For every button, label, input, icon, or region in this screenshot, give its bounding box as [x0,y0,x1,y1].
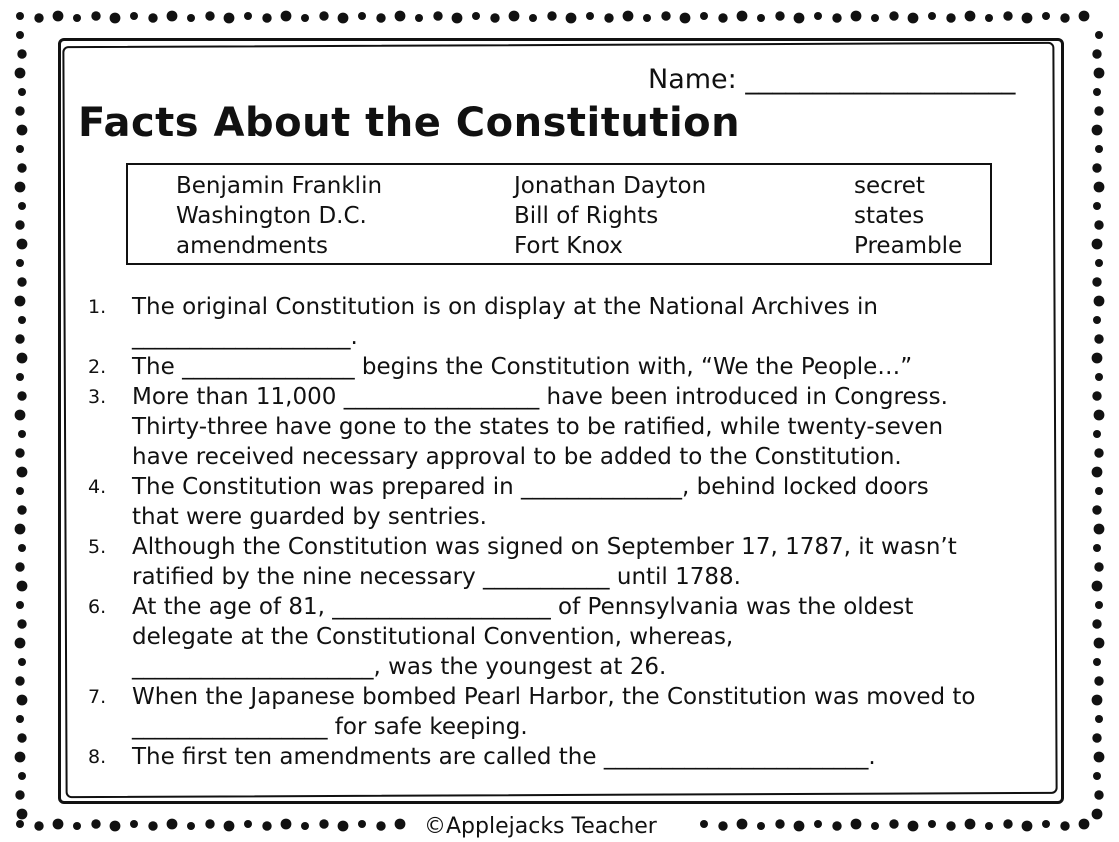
border-dot [73,822,81,830]
word-bank-item: Preamble [854,233,963,259]
border-dot [18,316,26,324]
border-dot [73,14,81,22]
border-dot [433,11,442,20]
question-line[interactable]: ratified by the nine necessary ___________ until 1788. [132,564,741,590]
border-dot [908,13,919,24]
border-dot [586,12,594,20]
border-dot [928,12,936,20]
border-dot [34,13,43,22]
border-dot [187,822,195,830]
border-dot [17,581,28,592]
border-dot [851,11,862,22]
question-item [88,292,1048,352]
border-dot [358,820,366,828]
border-dot [17,239,28,250]
word-bank-item: Fort Knox [514,233,623,259]
border-dot [18,658,26,666]
border-dot [1094,410,1105,421]
border-dot [1092,695,1103,706]
border-dot [718,13,727,22]
border-dot [281,819,292,830]
border-dot [17,695,28,706]
border-dot [643,14,651,22]
border-dot [985,822,993,830]
border-dot [1094,182,1105,193]
border-dot [395,819,406,830]
border-dot [1022,13,1033,24]
border-dot [415,14,423,22]
border-dot [509,11,520,22]
border-dot [15,752,26,763]
border-dot [1092,619,1101,628]
border-dot [16,259,24,267]
border-dot [110,13,121,24]
border-dot [566,13,577,24]
border-dot [34,821,43,830]
border-dot [53,11,64,22]
question-line[interactable]: At the age of 81, ___________________ of Pennsylvania was the oldest [132,594,914,620]
border-dot [15,220,24,229]
border-dot [1092,505,1101,514]
border-dot [17,125,28,136]
question-item [88,742,1048,772]
border-dot [1093,430,1101,438]
border-dot [623,11,634,22]
border-dot [338,13,349,24]
border-dot [889,819,898,828]
border-dot [301,14,309,22]
border-dot [53,819,64,830]
border-dot [1042,12,1050,20]
word-bank-column [176,171,382,261]
border-dot [1093,772,1101,780]
border-dot [1003,11,1012,20]
question-line: that were guarded by sentries. [132,504,487,530]
border-dot [1095,601,1103,609]
border-dot [15,448,24,457]
border-dot [15,676,24,685]
question-line[interactable]: ___________________. [132,324,358,350]
border-dot [946,821,955,830]
border-dot [1079,819,1090,830]
border-dot [757,14,765,22]
border-dot [1092,239,1103,250]
border-dot [1095,259,1103,267]
border-dot [472,12,480,20]
word-bank [126,163,992,265]
border-dot [1093,316,1101,324]
border-dot [15,410,26,421]
border-dot [18,202,26,210]
border-dot [15,638,26,649]
border-dot [16,31,24,39]
border-dot [1092,809,1103,820]
border-dot [244,12,252,20]
border-dot [1095,145,1103,153]
word-bank-item: secret [854,173,925,199]
border-dot [718,821,727,830]
border-dot [871,822,879,830]
border-dot [1093,88,1101,96]
border-dot [395,11,406,22]
border-dot [1079,11,1090,22]
border-dot [17,809,28,820]
border-dot [16,715,24,723]
border-dot [700,12,708,20]
border-dot [1094,524,1105,535]
question-number: 1. [88,296,107,318]
border-dot [1022,821,1033,832]
border-dot [376,821,385,830]
question-number: 8. [88,746,107,768]
word-bank-column [514,171,706,261]
border-dot [16,487,24,495]
question-number: 4. [88,476,107,498]
border-dot [187,14,195,22]
border-dot [15,182,26,193]
border-dot [17,619,26,628]
word-bank-item: Benjamin Franklin [176,173,383,199]
border-dot [15,334,24,343]
border-dot [18,88,26,96]
border-dot [262,13,271,22]
border-dot [17,467,28,478]
border-dot [928,820,936,828]
question-line[interactable]: More than 11,000 _________________ have been introduced in Congress. [132,384,948,410]
border-dot [1092,581,1103,592]
border-dot [946,13,955,22]
question-line: The original Constitution is on display at the National Archives in [132,294,879,320]
question-line: have received necessary approval to be added to the Constitution. [132,444,902,470]
border-dot [1092,353,1103,364]
border-dot [18,772,26,780]
border-dot [832,821,841,830]
border-dot [17,391,26,400]
border-dot [110,821,121,832]
word-bank-column [854,171,962,261]
border-dot [604,13,613,22]
border-dot [16,373,24,381]
border-dot [757,822,765,830]
border-dot [1094,68,1105,79]
border-dot [130,820,138,828]
border-dot [775,11,784,20]
question-item [88,682,1048,742]
border-dot [91,11,100,20]
border-dot [1094,334,1103,343]
border-dot [832,13,841,22]
border-dot [244,820,252,828]
border-dot [1093,658,1101,666]
border-dot [167,11,178,22]
border-dot [17,277,26,286]
border-dot [871,14,879,22]
border-dot [319,11,328,20]
question-number: 6. [88,596,107,618]
border-dot [1094,562,1103,571]
border-dot [889,11,898,20]
border-dot [167,819,178,830]
question-line[interactable]: _____________________, was the youngest at 26. [132,654,667,680]
border-dot [1095,487,1103,495]
border-dot [15,790,24,799]
border-dot [1093,202,1101,210]
border-dot [1095,373,1103,381]
border-dot [814,820,822,828]
border-dot [18,430,26,438]
border-dot [1092,163,1101,172]
border-dot [224,821,235,832]
border-dot [18,544,26,552]
border-dot [148,821,157,830]
page-title: Facts About the Constitution [78,100,741,146]
question-line: When the Japanese bombed Pearl Harbor, the Constitution was moved to [132,684,976,710]
border-dot [1092,49,1101,58]
border-dot [338,821,349,832]
border-dot [737,819,748,830]
border-dot [91,819,100,828]
copyright-notice: ©Applejacks Teacher [424,814,657,839]
border-dot [794,821,805,832]
border-dot [16,820,24,828]
question-number: 7. [88,686,107,708]
question-number: 3. [88,386,107,408]
border-dot [452,13,463,24]
border-dot [775,819,784,828]
question-line: Thirty-three have gone to the states to be ratified, while twenty-seven [132,414,944,440]
border-dot [16,145,24,153]
border-dot [965,11,976,22]
border-dot [1094,676,1103,685]
border-dot [205,11,214,20]
border-dot [1092,125,1103,136]
border-dot [130,12,138,20]
question-item [88,472,1048,532]
question-item [88,532,1048,592]
border-dot [700,820,708,828]
border-dot [1092,391,1101,400]
border-dot [16,12,24,20]
border-dot [16,601,24,609]
border-dot [281,11,292,22]
border-dot [1095,715,1103,723]
question-list [88,292,1048,772]
question-number: 5. [88,536,107,558]
question-line: Although the Constitution was signed on September 17, 1787, it wasn’t [132,534,957,560]
border-dot [661,11,670,20]
border-dot [148,13,157,22]
border-dot [1095,31,1103,39]
border-dot [17,733,26,742]
border-dot [1060,821,1069,830]
border-dot [17,163,26,172]
question-line[interactable]: _________________ for safe keeping. [132,714,528,740]
border-dot [1092,467,1103,478]
border-dot [224,13,235,24]
border-dot [17,505,26,514]
border-dot [1094,448,1103,457]
border-dot [1060,13,1069,22]
question-number: 2. [88,356,107,378]
word-bank-item: states [854,203,925,229]
border-dot [15,296,26,307]
border-dot [1094,296,1105,307]
border-dot [529,14,537,22]
border-dot [1094,790,1103,799]
question-line[interactable]: The Constitution was prepared in ______________, behind locked doors [132,474,929,500]
word-bank-item: Washington D.C. [176,203,367,229]
question-item [88,382,1048,472]
question-line[interactable]: The first ten amendments are called the _______________________. [132,744,876,770]
border-dot [262,821,271,830]
border-dot [965,819,976,830]
border-dot [15,562,24,571]
name-field[interactable]: Name: ____________________ [648,64,1016,95]
border-dot [908,821,919,832]
border-dot [17,353,28,364]
border-dot [1042,820,1050,828]
question-item [88,592,1048,682]
border-dot [1094,220,1103,229]
question-item [88,352,1048,382]
border-dot [814,12,822,20]
border-dot [1092,733,1101,742]
word-bank-item: amendments [176,233,328,259]
border-dot [17,49,26,58]
border-dot [15,106,24,115]
border-dot [1094,752,1105,763]
border-dot [1093,544,1101,552]
border-dot [301,822,309,830]
border-dot [985,14,993,22]
question-line: delegate at the Constitutional Convention, whereas, [132,624,734,650]
question-line[interactable]: The _______________ begins the Constitution with, “We the People…” [132,354,913,380]
border-dot [319,819,328,828]
border-dot [376,13,385,22]
word-bank-item: Bill of Rights [514,203,659,229]
border-dot [15,68,26,79]
word-bank-item: Jonathan Dayton [514,173,707,199]
border-dot [547,11,556,20]
border-dot [851,819,862,830]
border-dot [737,11,748,22]
border-dot [358,12,366,20]
border-dot [1094,638,1105,649]
border-dot [794,13,805,24]
border-dot [1094,106,1103,115]
border-dot [15,524,26,535]
border-dot [1003,819,1012,828]
border-dot [680,13,691,24]
border-dot [490,13,499,22]
border-dot [1092,277,1101,286]
border-dot [205,819,214,828]
